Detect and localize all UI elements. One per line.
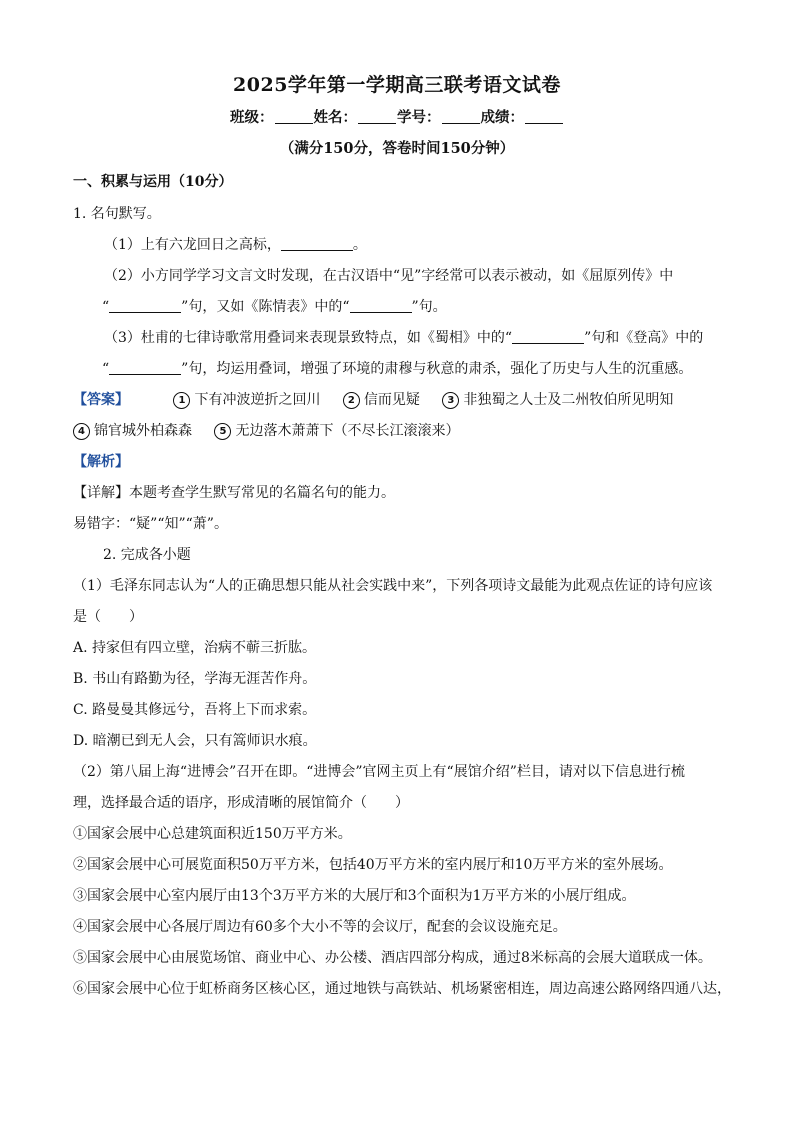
q1-part2-mid: ”句，又如《陈情表》中的“: [181, 299, 350, 315]
info-item-4: ④国家会展中心各展厅周边有60多个大小不等的会议厅，配套的会议设施充足。: [73, 919, 567, 935]
q1-part3-blank-b: [109, 360, 181, 375]
q1-part3-text: （3）杜甫的七律诗歌常用叠词来表现景致特点，如《蜀相》中的“: [104, 330, 513, 346]
question-2-stem: 2. 完成各小题: [103, 547, 191, 563]
answer-text: 无边落木萧萧下（不尽长江滚滚来）: [235, 423, 460, 439]
question-1-stem: 1. 名句默写。: [73, 206, 161, 222]
answer-item: [173, 390, 320, 410]
q2-sub1-line1: （1）毛泽东同志认为“人的正确思想只能从社会实践中来”，下列各项诗文最能为此观点佐证的诗句应该: [73, 578, 713, 594]
name-label: 姓名：: [313, 109, 357, 126]
answer-item: [343, 390, 420, 410]
analysis-label: 【解析】: [73, 454, 129, 470]
option-b: B. 书山有路勤为径，学海无涯苦作舟。: [73, 671, 317, 687]
q1-part2-line1: （2）小方同学学习文言文时发现，在古汉语中“见”字经常可以表示被动，如《屈原列传》中: [104, 268, 674, 284]
q1-part2-blank-b: [350, 298, 412, 313]
answer-text: 锦官城外柏森森: [94, 423, 192, 439]
q1-part2-end: ”句。: [411, 299, 447, 315]
answer-label: 【答案】: [73, 392, 129, 408]
analysis-detail: 【详解】本题考查学生默写常见的名篇名句的能力。: [73, 485, 395, 501]
q1-part1: [104, 235, 764, 255]
q2-sub2-line1: （2）第八届上海“进博会”召开在即。“进博会”官网主页上有“展馆介绍”栏目，请对以下信息进行梳: [73, 764, 685, 780]
q1-part3-blank-a: [512, 329, 584, 344]
answer-item: [73, 421, 192, 441]
section-heading: 一、积累与运用（10分）: [73, 174, 233, 190]
q1-part3-open: “: [102, 361, 110, 377]
answer-row-2: [73, 421, 733, 441]
student-info-line: [0, 106, 794, 127]
answer-text: 信而见疑: [363, 392, 420, 408]
score-note: （满分150分，答卷时间150分钟）: [279, 140, 515, 157]
student-id-blank[interactable]: [442, 123, 480, 124]
q1-part1-blank: [281, 236, 353, 251]
q1-part3-line2: [102, 359, 762, 379]
q1-part2-open: “: [102, 299, 110, 315]
q2-sub1-line2: 是（ ）: [73, 609, 143, 625]
circled-number: 2: [343, 392, 360, 409]
q1-part3-line1: [104, 328, 764, 348]
class-label: 班级：: [230, 109, 274, 126]
student-id-label: 学号：: [397, 109, 441, 126]
grade-label: 成绩：: [480, 109, 524, 126]
page-title: 2025学年第一学期高三联考语文试卷: [233, 74, 561, 96]
q1-part1-text: （1）上有六龙回日之高标，: [104, 237, 281, 253]
q1-part2-blank-a: [109, 298, 181, 313]
answer-row-1: [73, 390, 733, 410]
q1-part3-end: ”句，均运用叠词，增强了环境的肃穆与秋意的肃杀，强化了历史与人生的沉重感。: [181, 361, 693, 377]
q1-part2-line2: [102, 297, 762, 317]
name-blank[interactable]: [358, 123, 396, 124]
option-a: A. 持家但有四立壁，治病不蕲三折肱。: [73, 640, 317, 656]
info-item-3: ③国家会展中心室内展厅由13个3万平方米的大展厅和3个面积为1万平方米的小展厅组成。: [73, 888, 636, 904]
circled-number: 1: [173, 392, 190, 409]
answer-item: [214, 421, 459, 441]
info-item-2: ②国家会展中心可展览面积50万平方米，包括40万平方米的室内展厅和10万平方米的室外展场。: [73, 857, 673, 873]
option-c: C. 路曼曼其修远兮，吾将上下而求索。: [73, 702, 317, 718]
info-item-1: ①国家会展中心总建筑面积近150万平方米。: [73, 826, 352, 842]
q1-part3-mid: ”句和《登高》中的: [584, 330, 704, 346]
q1-part1-end: 。: [352, 237, 367, 253]
q2-sub2-line2: 理，选择最合适的语序，形成清晰的展馆简介（ ）: [73, 795, 409, 811]
info-item-5: ⑤国家会展中心由展览场馆、商业中心、办公楼、酒店四部分构成，通过8米标高的会展大道联成一体。: [73, 950, 712, 966]
info-item-6: ⑥国家会展中心位于虹桥商务区核心区，通过地铁与高铁站、机场紧密相连，周边高速公路网络四通八达，: [73, 981, 731, 997]
circled-number: 4: [73, 423, 90, 440]
answer-item: [442, 390, 673, 410]
error-prone-chars: 易错字：“疑”“知”“萧”。: [73, 516, 228, 532]
grade-blank[interactable]: [525, 123, 563, 124]
answer-text: 非独蜀之人士及二州牧伯所见明知: [463, 392, 674, 408]
option-d: D. 暗潮已到无人会，只有篙师识水痕。: [73, 733, 317, 749]
class-blank[interactable]: [275, 123, 313, 124]
circled-number: 3: [442, 392, 459, 409]
circled-number: 5: [214, 423, 231, 440]
answer-text: 下有冲波逆折之回川: [194, 392, 321, 408]
